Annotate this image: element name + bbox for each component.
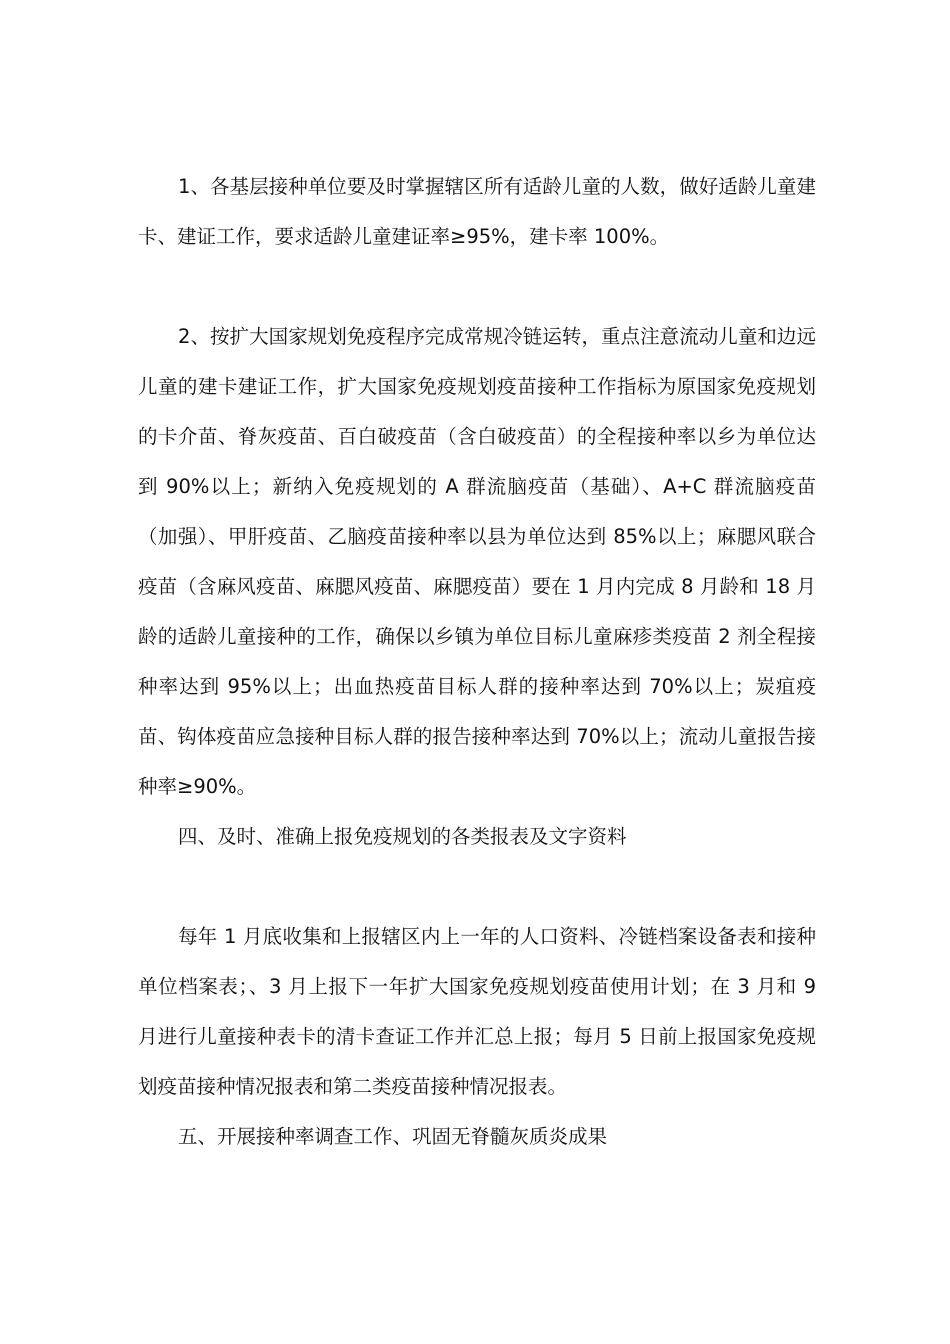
paragraph-item-1: 1、各基层接种单位要及时掌握辖区所有适龄儿童的人数，做好适龄儿童建卡、建证工作，要求适龄儿童建证率≥95%，建卡率 100%。 [138,175,816,248]
paragraph-item-2: 2、按扩大国家规划免疫程序完成常规冷链运转，重点注意流动儿童和边远儿童的建卡建证工作，扩大国家免疫规划疫苗接种工作指标为原国家免疫规划的卡介苗、脊灰疫苗、百白破疫苗（含白破疫苗）的全程接种率以乡为单位达到 90%以上；新纳入免疫规划的 A 群流脑疫苗（基础）、A+C 群流脑疫苗（加强）、甲肝疫苗、乙脑疫苗接种率以县为单位达到 85%以上；麻腮风联合疫苗（含麻风疫苗、麻腮风疫苗、麻腮疫苗）要在 1 月内完成 8 月龄和 18 月龄的适龄儿童接种的工作，确保以乡镇为单位目标儿童麻疹类疫苗 2 剂全程接种率达到 95%以上；出血热疫苗目标人群的接种率达到 70%以上；炭疽疫苗、钩体疫苗应急接种目标人群的报告接种率达到 70%以上；流动儿童报告接种率≥90%。 [138,325,816,798]
section-heading-5: 五、开展接种率调查工作、巩固无脊髓灰质炎成果 [178,1125,608,1148]
paragraph-report-schedule: 每年 1 月底收集和上报辖区内上一年的人口资料、冷链档案设备表和接种单位档案表；、3 月上报下一年扩大国家免疫规划疫苗使用计划；在 3 月和 9 月进行儿童接种表卡的清卡查证工作并汇总上报；每月 5 日前上报国家免疫规划疫苗接种情况报表和第二类疫苗接种情况报表。 [138,925,816,1098]
section-heading-4: 四、及时、准确上报免疫规划的各类报表及文字资料 [178,825,627,848]
